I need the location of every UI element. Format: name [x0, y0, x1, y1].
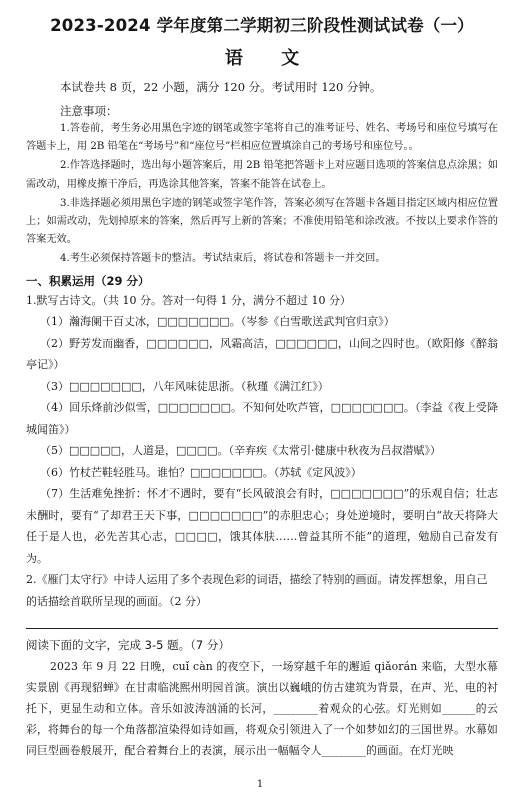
question-item: （3）□□□□□□□，八年风味徒思浙。（秋瑾《满江红》） — [40, 379, 329, 393]
note-item: 1.答卷前，考生务必用黑色字迹的钢笔或签字笔将自己的准考证号、姓名、考场号和座位号填写在答题卡上，用 2B 铅笔在“考场号”和“座位号”栏相应位置填涂自己的考场号和座位号。。 — [26, 123, 498, 153]
reading-title: 阅读下面的文字，完成 3-5 题。（7 分） — [26, 638, 230, 653]
question-1-stem: 1.默写古诗文。（共 10 分。答对一句得 1 分，满分不超过 10 分） — [26, 293, 351, 307]
page-number: 1 — [256, 779, 264, 790]
exam-title: 2023-2024 学年度第二学期初三阶段性测试试卷（一） — [50, 16, 474, 35]
exam-info: 本试卷共 8 页，22 小题，满分 120 分。考试用时 120 分钟。 — [60, 80, 382, 94]
question-item: （1）瀚海阑干百丈冰，□□□□□□□。（岑参《白雪歌送武判官归京》） — [40, 315, 395, 329]
question-item: （4）回乐烽前沙似雪，□□□□□□□。不知何处吹芦管，□□□□□□□。（李益《夜上受降城闻笛》） — [26, 401, 498, 436]
question-item: （6）竹杖芒鞋轻胜马。谁怕？□□□□□□□。（苏轼《定风波》） — [40, 465, 362, 479]
note-item: 4.考生必须保持答题卡的整洁。考试结束后，将试卷和答题卡一并交回。 — [60, 253, 386, 265]
section-title: 一、积累运用（29 分） — [26, 273, 150, 288]
question-item: （5）□□□□□，人道是，□□□□。（辛弃疾《太常引·健康中秋夜为吕叔潜赋》） — [40, 444, 442, 458]
notes-list — [26, 120, 498, 269]
question-2: 2.《雁门太守行》中诗人运用了多个表现色彩的词语，描绘了特别的画面。请发挥想象，用自己的话描绘首联所呈现的画面。（2 分） — [26, 573, 488, 608]
note-item: 3.非选择题必须用黑色字迹的钢笔或签字笔作答，答案必须写在答题卡各题目指定区域内相应位置上；如需改动，先划掉原来的答案，然后再写上新的答案；不准使用铅笔和涂改液。不按以上要求作答的答案无效。 — [26, 197, 498, 246]
section-divider — [26, 628, 498, 629]
notice-title: 注意事项： — [60, 104, 118, 118]
subject-title: 语 文 — [224, 48, 316, 69]
reading-paragraph: 2023 年 9 月 22 日晚，cuǐ càn 的夜空下，一场穿越千年的邂逅 qiǎorán 来临，大型水幕实景剧《再现貂蝉》在甘肃临洮熙州明园首演。演出以巍峨的仿古建筑为背景，在声、光、电的衬托下，更显生动和立体。音乐如波涛汹涌的长河，________着观众的心弦。灯光则如______的云彩，将舞台的每一个角落都渲染得如诗如画，将观众引领进入了一个如梦如幻的三国世界。水幕如同巨型画卷般展开，配合着舞台上的表演，展示出一幅幅令人________的画面。在灯光映 — [26, 660, 498, 758]
note-item: 2.作答选择题时，选出每小题答案后，用 2B 铅笔把答题卡上对应题目选项的答案信息点涂黑；如需改动，用橡皮擦干净后，再选涂其他答案，答案不能答在试卷上。 — [26, 160, 498, 190]
question-item: （2）野芳发而幽香，□□□□□□，风霜高洁，□□□□□□，山间之四时也。（欧阳修《醉翁亭记》） — [26, 336, 498, 372]
question-item: （7）生活难免挫折：怀才不遇时，要有“长风破浪会有时，□□□□□□□”的乐观自信；壮志未酬时，要有“了却君王天下事，□□□□□□□”的赤胆忠心；身处逆境时，要明白“故天将降大任于是人也，必先苦其心志，□□□□，饿其体肤……曾益其所不能”的道理，勉励自己奋发有为。 — [26, 487, 498, 565]
